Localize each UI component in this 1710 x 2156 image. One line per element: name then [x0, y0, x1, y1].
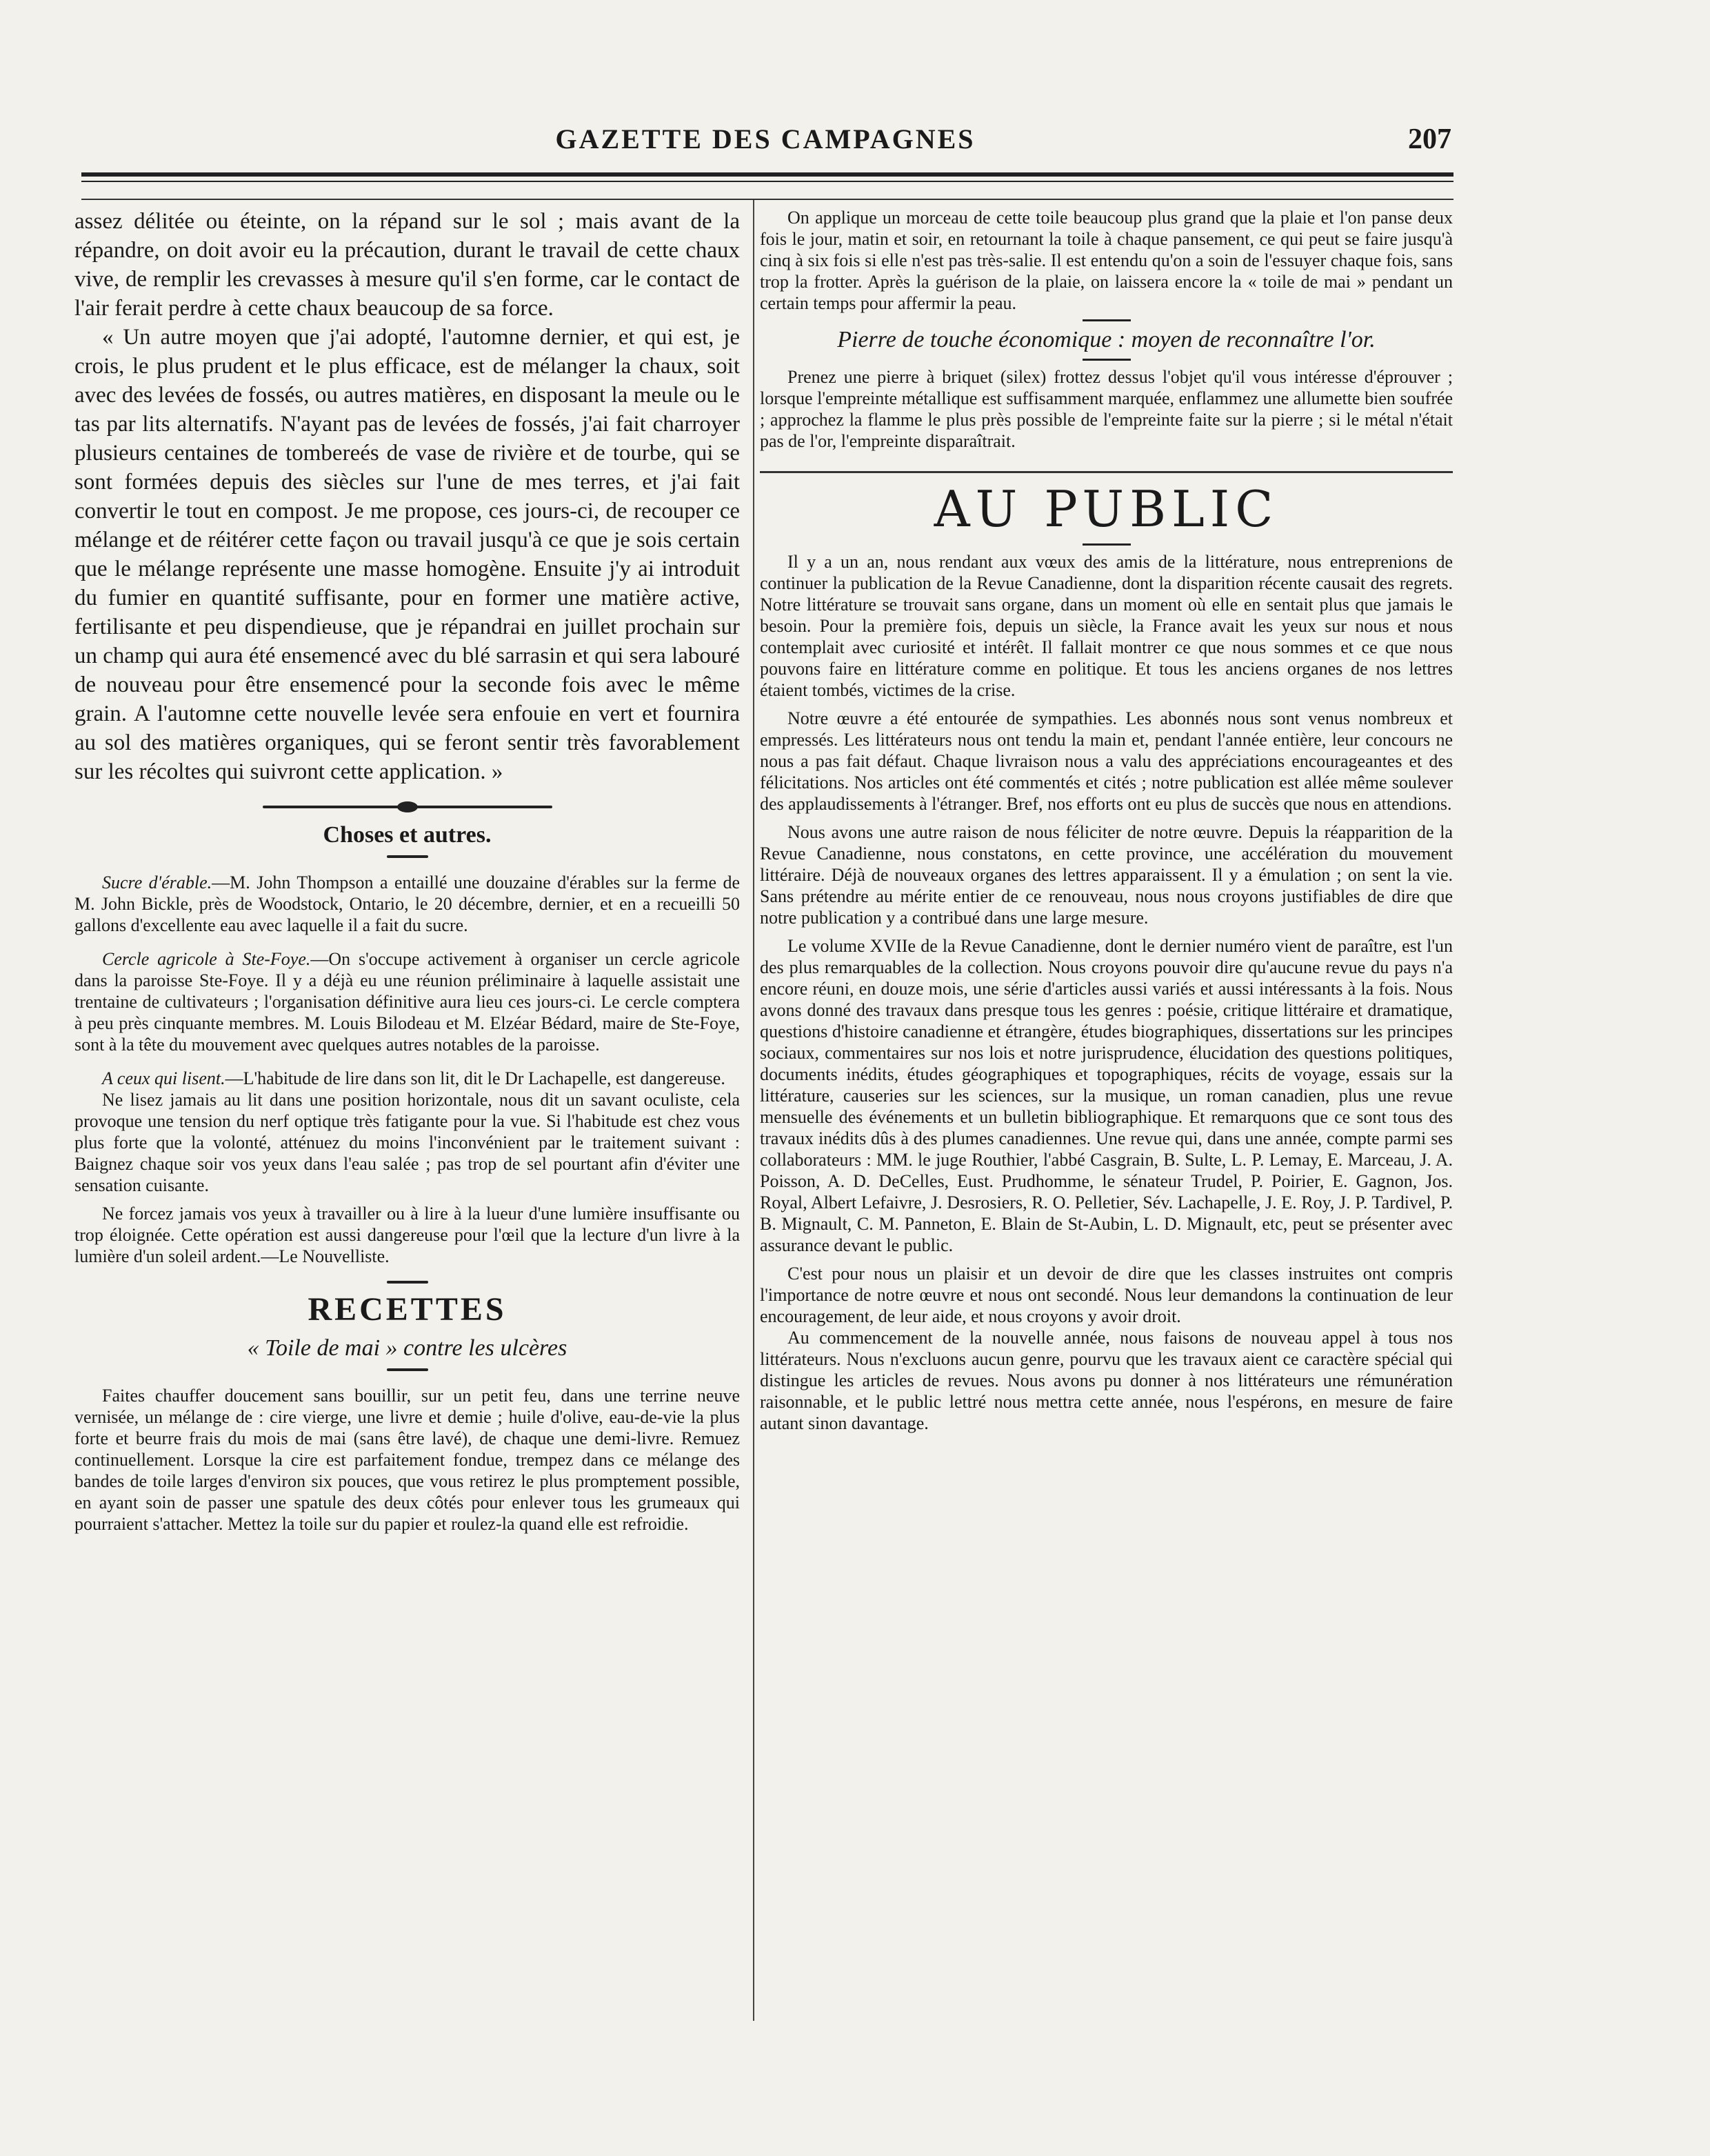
toile-de-mai-title: « Toile de mai » contre les ulcères: [247, 1335, 567, 1361]
cercle-item: [74, 948, 740, 1055]
small-rule: [387, 1274, 428, 1290]
page-number: 207: [1408, 123, 1451, 155]
section-rule: [760, 471, 1453, 473]
au-public-paragraph-3: Nous avons une autre raison de nous féliciter de notre œuvre. Depuis la réapparition de la Revue Canadienne, nous constatons, en cette province, une accélération du mouvement littéraire. Déjà de nouveaux organes des lettres apparaissent. Il y a émulation ; on sent la vie. Sans prétendre au mérite entier de ce renouveau, nous nous croyons justifiables de dire que notre publication y a contribué dans une large mesure.: [760, 822, 1453, 928]
small-rule: [1083, 543, 1131, 546]
right-column: [760, 207, 1453, 1434]
column-divider: [753, 200, 754, 2021]
cercle-title: Cercle agricole à Ste-Foye.: [102, 949, 311, 969]
left-column: [74, 207, 740, 1535]
small-rule: [1083, 319, 1131, 321]
au-public-paragraph-2: Notre œuvre a été entourée de sympathies. Les abonnés nous sont venus nombreux et empressés. Les littérateurs nous ont tendu la main et, pendant l'année entière, leur concours ne nous a pas fait défaut. Chaque livraison nous a valu des appréciations encourageantes et des félicitations. Nos articles ont été commentés et cités ; notre publication est allée même soulever des applaudissements à l'étranger. Bref, nos efforts ont eu plus de succès que nous en attendions.: [760, 708, 1453, 814]
sucre-body: —M. John Thompson a entaillé une douzaine d'érables sur la ferme de M. John Bickle, près de Woodstock, Ontario, le 20 décembre, dernier, et en a recueilli 50 gallons d'excellente eau avec laquelle il a fait du sucre.: [74, 872, 741, 935]
publication-title: GAZETTE DES CAMPAGNES: [555, 123, 976, 154]
sucre-item: [74, 872, 740, 936]
ceux-title: A ceux qui lisent.: [102, 1068, 225, 1088]
small-rule: [387, 1361, 428, 1378]
page-header: [83, 123, 1451, 164]
au-public-paragraph-4: Le volume XVIIe de la Revue Canadienne, dont le dernier numéro vient de paraître, est l'un des plus remarquables de la collection. Nous croyons pouvoir dire qu'aucune revue du pays n'a encore réuni, en douze mois, une série d'articles aussi variés et aussi intéressants à la fois. Nous avons donné des travaux dans presque tous les genres : poésie, critique littéraire et dramatique, questions d'histoire canadienne et étrangère, études biographiques, dissertations sur les principes sociaux, commentaires sur nos lois et notre jurisprudence, élucidation des questions politiques, documents inédits, études géographiques et topographiques, récits de voyage, essais sur la littérature, causeries sur les sciences, sur la musique, un roman canadien, plus une revue mensuelle des événements et un bulletin bibliographique. Et remarquons que ce sont tous des travaux inédits dûs à des plumes canadiennes. Une revue qui, dans une année, compte parmi ses collaborateurs : MM. le juge Routhier, l'abbé Casgrain, B. Sulte, L. P. Lemay, E. Marceau, J. A. Poisson, A. D. DeCelles, Eust. Prudhomme, le sénateur Trudel, P. Poirier, E. Gagnon, Jos. Royal, Albert Lefaivre, J. Desrosiers, R. O. Pelletier, Sév. Lachapelle, J. E. Roy, J. P. Tardivel, P. B. Mignault, C. M. Panneton, E. Blain de St-Aubin, L. D. Mignault, etc, peut se présenter avec assurance devant le public.: [760, 936, 1453, 1255]
section-ornament: [263, 799, 552, 815]
sucre-title: Sucre d'érable.: [102, 872, 212, 892]
small-rule: [387, 848, 428, 865]
au-public-heading: AU PUBLIC: [934, 480, 1279, 538]
header-rule-lower: [81, 199, 1454, 200]
recettes-heading: RECETTES: [308, 1291, 507, 1328]
header-rule-thin: [81, 181, 1454, 182]
ne-lisez-paragraph: Ne lisez jamais au lit dans une position horizontale, nous dit un savant oculiste, cela provoque une tension du nerf optique très fatigante pour la vue. Si l'habitude est chez vous plus forte que la volonté, atténuez du moins l'inconvénient par le traitement suivant : Baignez chaque soir vos yeux dans l'eau salée ; pas trop de sel pourtant afin d'éviter une sensation cuisante.: [74, 1090, 740, 1195]
header-rule-thick: [81, 172, 1454, 177]
prenez-paragraph: Prenez une pierre à briquet (silex) frottez dessus l'objet qu'il vous intéresse d'éprouver ; lorsque l'empreinte métallique est suffisamment marquée, enflammez une allumette bien soufrée ; approchez la flamme le plus près possible de l'empreinte faite sur la pierre ; si le métal n'était pas de l'or, l'empreinte disparaîtrait.: [760, 367, 1453, 451]
on-applique-paragraph: On applique un morceau de cette toile beaucoup plus grand que la plaie et l'on panse deux fois le jour, matin et soir, en retournant la toile à chaque pansement, ce qui peut se faire jusqu'à cinq à six fois si elle n'est pas très-salie. Il est entendu qu'on a soin de l'essuyer chaque fois, sans trop la frotter. Après la guérison de la plaie, on laissera encore la « toile de mai » pendant un certain temps pour affermir la peau.: [760, 208, 1453, 313]
au-public-paragraph-5: C'est pour nous un plaisir et un devoir de dire que les classes instruites ont compris l'importance de notre œuvre et nous ont secondé. Nous leur demandons la continuation de leur encouragement, de leur aide, et nous croyons y avoir droit.: [760, 1264, 1453, 1326]
choses-et-autres-heading: Choses et autres.: [323, 822, 492, 848]
pierre-de-touche-title: Pierre de touche économique : moyen de reconnaître l'or.: [837, 327, 1376, 352]
au-public-paragraph-6: Au commencement de la nouvelle année, nous faisons de nouveau appel à tous nos littérateurs. Nous n'excluons aucun genre, pourvu que les travaux aient ce caractère spécial qui distingue les articles de revues. Nous avons pu donner à nos littérateurs une rémunération raisonnable, et le public lettré nous mettra cette année, nous l'espérons, en mesure de faire autant sinon davantage.: [760, 1328, 1453, 1433]
au-public-paragraph-1: Il y a un an, nous rendant aux vœux des amis de la littérature, nous entreprenions de continuer la publication de la Revue Canadienne, dont la disparition récente causait des regrets. Notre littérature se trouvait sans organe, dans un moment où elle en sentait plus que jamais le besoin. Pour la première fois, depuis un siècle, la France avait les yeux sur nous et nous contemplait avec curiosité et intérêt. Il fallait montrer ce que nous sommes et ce que nous pouvons faire en littérature comme en politique. Et tous les anciens organes de nos lettres étaient tombés, victimes de la crise.: [760, 552, 1453, 700]
faites-chauffer-paragraph: Faites chauffer doucement sans bouillir, sur un petit feu, dans une terrine neuve vernisée, un mélange de : cire vierge, une livre et demie ; huile d'olive, eau-de-vie la plus forte et beurre frais du mois de mai (sans être lavé), de chaque une demi-livre. Remuez continuellement. Lorsque la cire est parfaitement fondue, trempez dans ce mélange des bandes de toile larges d'environ six pouces, que vous retirez le plus promptement possible, en ayant soin de passer une spatule des deux côtés pour enlever tous les grumeaux qui pourraient s'attacher. Mettez la toile sur du papier et roulez-la quand elle est refroidie.: [74, 1386, 740, 1534]
ceux-item: [74, 1068, 740, 1089]
cercle-body: —On s'occupe activement à organiser un cercle agricole dans la paroisse Ste-Foye. Il y a déjà eu une réunion préliminaire à laquelle assistait une trentaine de cultivateurs ; l'organisation définitive aura lieu ces jours-ci. Le cercle comptera à peu près cinquante membres. M. Louis Bilodeau et M. Elzéar Bédard, maire de Ste-Foye, sont à la tête du mouvement avec quelques autres notables de la paroisse.: [74, 949, 740, 1055]
lime-paragraph-end: assez délitée ou éteinte, on la répand sur le sol ; mais avant de la répandre, on doit avoir eu la précaution, durant le travail de cette chaux vive, de remplir les crevasses à mesure qu'il s'en forme, car le contact de l'air ferait perdre à cette chaux beaucoup de sa force.: [74, 209, 740, 321]
small-rule: [1083, 359, 1131, 361]
compost-paragraph: « Un autre moyen que j'ai adopté, l'automne dernier, et qui est, je crois, le plus prudent et le plus efficace, est de mélanger la chaux, soit avec des levées de fossés, ou autres matières, en disposant la meule ou le tas par lits alternatifs. N'ayant pas de levées de fossés, j'ai fait charroyer plusieurs centaines de tombereés de vase de rivière et de tourbe, qui se sont formées depuis des siècles sur l'une de mes terres, et j'ai fait convertir le tout en compost. Je me propose, ces jours-ci, de recouper ce mélange et de réitérer cette façon ou travail jusqu'à ce que je sois certain que le mélange représente une masse homogène. Ensuite j'y ai introduit du fumier en quantité suffisante, pour en former une matière active, fertilisante et peu dispendieuse, que je répandrai en juillet prochain sur un champ qui aura été ensemencé avec du blé sarrasin et qui sera labouré de nouveau pour être ensemencé pour la seconde fois avec le même grain. A l'automne cette nouvelle levée sera enfouie en vert et fournira au sol des matières organiques, qui se feront sentir très favorablement sur les récoltes qui suivront cette application. »: [74, 325, 740, 784]
ne-forcez-paragraph: Ne forcez jamais vos yeux à travailler ou à lire à la lueur d'une lumière insuffisante ou trop éloignée. Cette opération est aussi dangereuse pour l'œil que la lecture d'un livre à la lumière d'un soleil ardent.—Le Nouvelliste.: [74, 1204, 740, 1266]
ceux-body: —L'habitude de lire dans son lit, dit le Dr Lachapelle, est dangereuse.: [225, 1068, 725, 1088]
